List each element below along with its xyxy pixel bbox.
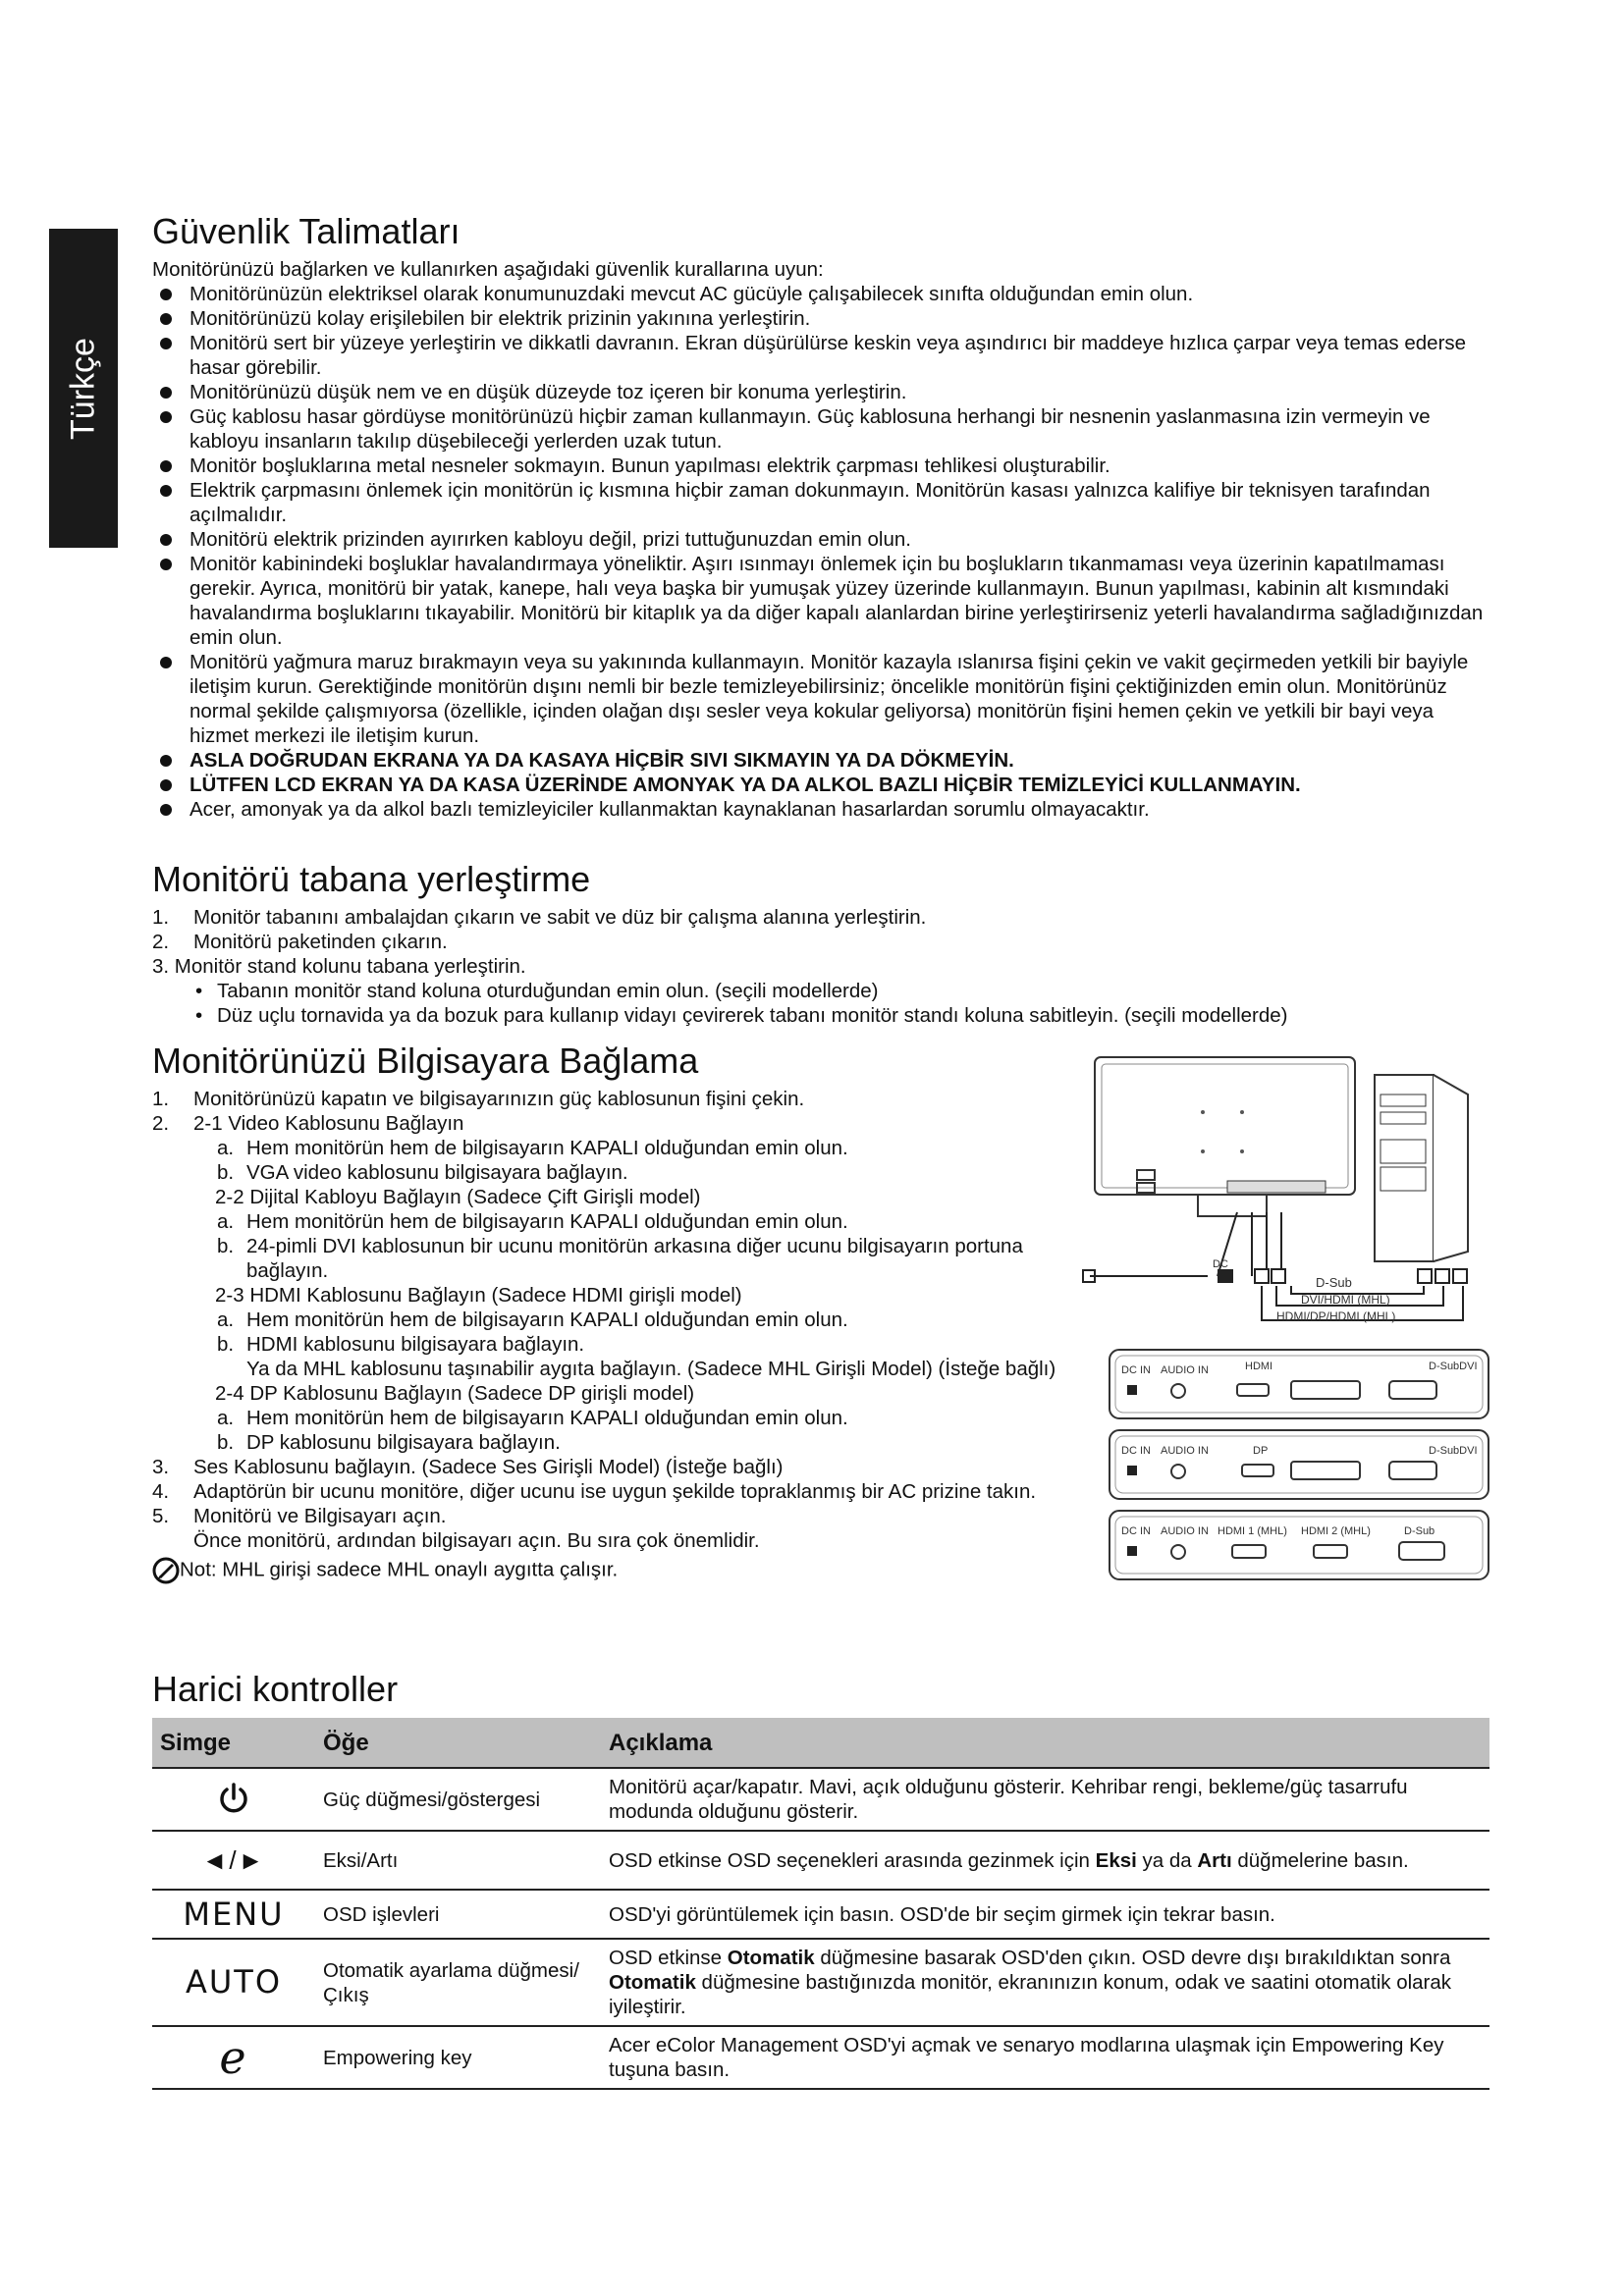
panel1-dsubdvi: D-SubDVI <box>1429 1361 1478 1372</box>
safety-item: Monitörünüzün elektriksel olarak konumunuzdaki mevcut AC gücüyle çalışabilecek sınıfta olduğundan emin olun. <box>152 282 1488 306</box>
power-icon <box>152 1768 315 1831</box>
pc-tower-illustration <box>1375 1075 1468 1261</box>
panel2-dsubdvi: D-SubDVI <box>1429 1445 1478 1457</box>
port-panel-dp <box>1110 1430 1489 1499</box>
table-header-row <box>152 1718 1489 1768</box>
connect-step-2-4a: Hem monitörün hem de bilgisayarın KAPALI olduğundan emin olun. <box>246 1407 848 1430</box>
desc-empowering: Acer eColor Management OSD'yi açmak ve senaryo modlarına ulaşmak için Empowering Key tuşuna basın. <box>601 2026 1489 2089</box>
panel3-hdmi1: HDMI 1 (MHL) <box>1218 1525 1287 1537</box>
panel2-audio: AUDIO IN <box>1161 1445 1209 1457</box>
language-side-tab <box>49 229 118 548</box>
safety-item: Monitör boşluklarına metal nesneler sokmayın. Bunun yapılması elektrik çarpması tehlikesi oluşturabilir. <box>152 454 1488 478</box>
diagram-dsub-label: D-Sub <box>1316 1275 1352 1290</box>
item-menu: OSD işlevleri <box>315 1890 601 1939</box>
panel1-dcin: DC IN <box>1121 1364 1151 1376</box>
connect-note-text: Not: MHL girişi sadece MHL onaylı aygıtta çalışır. <box>180 1558 619 1581</box>
connect-step-2-3c: Ya da MHL kablosunu taşınabilir aygıta bağlayın. (Sadece MHL Girişli Model) (İsteğe bağlı) <box>246 1358 1056 1381</box>
controls-title: Harici kontroller <box>152 1669 399 1709</box>
connect-step-5b: Önce monitörü, ardından bilgisayarı açın. Bu sıra çok önemlidir. <box>193 1529 760 1553</box>
connect-step-2-2: 2-2 Dijital Kabloyu Bağlayın (Sadece Çift Girişli model) <box>215 1186 701 1209</box>
minus-plus-icon: ◄/► <box>152 1831 315 1890</box>
base-sub-1: • Tabanın monitör stand koluna oturduğundan emin olun. (seçili modellerde) <box>152 979 1488 1003</box>
item-power: Güç düğmesi/göstergesi <box>315 1768 601 1831</box>
diagram-dc-label: DC <box>1213 1258 1228 1270</box>
desc-auto: OSD etkinse Otomatik düğmesine basarak OSD'den çıkın. OSD devre dışı bırakıldıktan sonra Otomatik düğmesine bastığınızda monitör, ekranınızın konum, odak ve saatini otomatik olarak iyileştirir. <box>601 1939 1489 2026</box>
table-row <box>152 2026 1489 2089</box>
safety-item: Monitör kabinindeki boşluklar havalandırmaya yöneliktir. Aşırı ısınmayı önlemek için bu boşlukların tıkanmaması veya üzerinin kapatılmaması gerekir. Ayrıca, monitörü bir yatak, kanepe, halı veya başka bir yumuşak yüzey üzerinde kullanmayın. Bunun yapılması, kabinin alt kısmındaki havalandırma boşluklarını tıkayabilir. Monitörü bir kitaplık ya da diğer kapalı alanlardan birine yerleştirirseniz yeterli havalandırma sağladığınızdan emin olun. <box>152 552 1488 650</box>
connect-title: Monitörünüzü Bilgisayara Bağlama <box>152 1041 699 1081</box>
panel2-dp: DP <box>1253 1445 1269 1457</box>
monitor-back-illustration <box>1095 1057 1355 1216</box>
connect-step-2-1a: Hem monitörün hem de bilgisayarın KAPALI olduğundan emin olun. <box>246 1137 848 1160</box>
header-description: Açıklama <box>601 1718 1489 1768</box>
connect-step-3: Ses Kablosunu bağlayın. (Sadece Ses Girişli Model) (İsteğe bağlı) <box>193 1456 784 1479</box>
connect-step-2-4: 2-4 DP Kablosunu Bağlayın (Sadece DP girişli model) <box>215 1382 695 1406</box>
port-panel-hdmi <box>1110 1350 1489 1418</box>
connect-note <box>152 1557 1065 1584</box>
connect-section: Monitörünüzü Bilgisayara Bağlama 1. Monitörünüzü kapatın ve bilgisayarınızın güç kablosunun fişini çekin. 2. 2-1 Video Kablosunu Bağlayın a. Hem monitörün hem de bilgisayarın KAPALI olduğundan emin olun. b. VGA video kablosunu bilgisayara bağlayın. 2-2 Dijital Kabloyu Bağlayın (Sadece Çift Girişli model) a. Hem monitörün hem de bilgisayarın KAPALI olduğundan emin olun. b. 24-pimli DVI kablosunun bir ucunu monitörün arkasına diğer ucunu bilgisayarın portuna bağlayın. 2-3 HDMI Kablosunu Bağlayın (Sadece HDMI girişli model) a. Hem monitörün hem de bilgisayarın KAPALI olduğundan emin olun. b. HDMI kablosunu bilgisayara bağlayın. Ya da MHL kablosunu taşınabilir aygıta bağlayın. (Sadece MHL Girişli Model) (İsteğe bağlı) 2-4 DP Kablosunu Bağlayın (Sadece DP girişli model) a. Hem monitörün hem de bilgisayarın KAPALI olduğundan emin olun. b. DP kablosunu bilgisayara bağlayın. 3. Ses Kablosunu bağlayın. (Sadece Ses Girişli Model) (İsteğe bağlı) 4. Adaptörün bir ucunu monitöre, diğer ucunu ise uygun şekilde topraklanmış bir AC prizine takın. 5. Monitörü ve Bilgisayarı açın. Önce monitörü, ardından bilgisayarı açın. Bu sıra çok önemlidir. Not: MHL girişi sadece MHL onaylı aygıtta çalışır. <box>152 1041 1065 1584</box>
safety-item: Monitörünüzü kolay erişilebilen bir elektrik prizinin yakınına yerleştirin. <box>152 306 1488 331</box>
connect-step-2-4b: DP kablosunu bilgisayara bağlayın. <box>246 1431 561 1455</box>
base-step-3: 3. Monitör stand kolunu tabana yerleştirin. <box>152 955 526 979</box>
panel3-dcin: DC IN <box>1121 1525 1151 1537</box>
auto-icon: AUTO <box>152 1939 315 2026</box>
connect-step-2-1: 2-1 Video Kablosunu Bağlayın <box>193 1112 464 1136</box>
table-row <box>152 1890 1489 1939</box>
language-label: Türkçe <box>64 337 102 440</box>
controls-section <box>152 1669 1488 1715</box>
safety-item: Monitörü yağmura maruz bırakmayın veya su yakınında kullanmayın. Monitör kazayla ıslanırsa fişini çekin ve vakit geçirmeden yetkili bir bayiyle iletişim kurun. Gerektiğinde monitörün dışını nemli bir bezle temizleyebilirsiniz; öncelikle monitörün fişini çektiğinizden emin olun. Monitörünüz normal şekilde çalışmıyorsa (özellikle, içinden olağan dışı sesler veya kokular geliyorsa) monitörün fişini hemen çekin ve yetkili bir bayi veya hizmet merkezi ile iletişim kurun. <box>152 650 1488 748</box>
panel3-audio: AUDIO IN <box>1161 1525 1209 1537</box>
empowering-e-icon: e <box>152 2026 315 2089</box>
connect-step-2-1b: VGA video kablosunu bilgisayara bağlayın. <box>246 1161 628 1185</box>
port-panel-hdmi-mhl <box>1110 1511 1489 1579</box>
connect-step-2-2b: 24-pimli DVI kablosunun bir ucunu monitörün arkasına diğer ucunu bilgisayarın portuna bağlayın. <box>246 1235 1023 1283</box>
connect-step-5: Monitörü ve Bilgisayarı açın. <box>193 1505 447 1528</box>
controls-table <box>152 1718 1489 2090</box>
connect-step-4: Adaptörün bir ucunu monitöre, diğer ucunu ise uygun şekilde topraklanmış bir AC prizine takın. <box>193 1480 1037 1504</box>
connect-step-2-3b: HDMI kablosunu bilgisayara bağlayın. <box>246 1333 585 1357</box>
item-empowering: Empowering key <box>315 2026 601 2089</box>
panel1-hdmi: HDMI <box>1245 1361 1273 1372</box>
base-sub-2: • Düz uçlu tornavida ya da bozuk para kullanıp vidayı çevirerek tabanı monitör standı koluna sabitleyin. (seçili modellerde) <box>152 1003 1488 1028</box>
table-row <box>152 1939 1489 2026</box>
safety-warning: LÜTFEN LCD EKRAN YA DA KASA ÜZERİNDE AMONYAK YA DA ALKOL BAZLI HİÇBİR TEMİZLEYİCİ KULLANMAYIN. <box>152 773 1488 797</box>
connect-step-2-3: 2-3 HDMI Kablosunu Bağlayın (Sadece HDMI girişli model) <box>215 1284 742 1308</box>
panel2-dcin: DC IN <box>1121 1445 1151 1457</box>
safety-list <box>152 282 1488 822</box>
safety-item: Monitörünüzü düşük nem ve en düşük düzeyde toz içeren bir konuma yerleştirin. <box>152 380 1488 404</box>
safety-intro: Monitörünüzü bağlarken ve kullanırken aşağıdaki güvenlik kurallarına uyun: <box>152 258 824 282</box>
safety-warning: ASLA DOĞRUDAN EKRANA YA DA KASAYA HİÇBİR SIVI SIKMAYIN YA DA DÖKMEYİN. <box>152 748 1488 773</box>
connection-diagrams <box>1080 1055 1492 1585</box>
monitor-pc-diagram <box>1080 1055 1492 1585</box>
base-step-2: Monitörü paketinden çıkarın. <box>193 931 448 954</box>
safety-section <box>152 211 1488 822</box>
panel3-dsub: D-Sub <box>1404 1525 1435 1537</box>
desc-menu: OSD'yi görüntülemek için basın. OSD'de bir seçim girmek için tekrar basın. <box>601 1890 1489 1939</box>
desc-minus-plus: OSD etkinse OSD seçenekleri arasında gezinmek için Eksi ya da Artı düğmelerine basın. <box>601 1831 1489 1890</box>
base-title: Monitörü tabana yerleştirme <box>152 859 591 899</box>
base-section: Monitörü tabana yerleştirme 1. Monitör tabanını ambalajdan çıkarın ve sabit ve düz bir çalışma alanına yerleştirin. 2. Monitörü paketinden çıkarın. 3. Monitör stand kolunu tabana yerleştirin. • Tabanın monitör stand koluna oturduğundan emin olun. (seçili modellerde) • Düz uçlu tornavida ya da bozuk para kullanıp vidayı çevirerek tabanı monitör standı koluna sabitleyin. (seçili modellerde) <box>152 859 1488 1028</box>
header-symbol: Simge <box>152 1718 315 1768</box>
table-row <box>152 1768 1489 1831</box>
safety-item: Acer, amonyak ya da alkol bazlı temizleyiciler kullanmaktan kaynaklanan hasarlardan sorumlu olmayacaktır. <box>152 797 1488 822</box>
safety-item: Monitörü sert bir yüzeye yerleştirin ve dikkatli davranın. Ekran düşürülürse keskin veya aşındırıcı bir maddeye hızlıca çarpar veya temas ederse hasar görebilir. <box>152 331 1488 380</box>
panel1-audio: AUDIO IN <box>1161 1364 1209 1376</box>
connect-step-2-2a: Hem monitörün hem de bilgisayarın KAPALI olduğundan emin olun. <box>246 1210 848 1234</box>
safety-item: Güç kablosu hasar gördüyse monitörünüzü hiçbir zaman kullanmayın. Güç kablosuna herhangi bir nesnenin yaslanmasına izin vermeyin ve kabloyu insanların takılıp düşebileceği yerlerden uzak tutun. <box>152 404 1488 454</box>
item-minus-plus: Eksi/Artı <box>315 1831 601 1890</box>
safety-item: Elektrik çarpmasını önlemek için monitörün iç kısmına hiçbir zaman dokunmayın. Monitörün kasası yalnızca kalifiye bir teknisyen tarafından açılmalıdır. <box>152 478 1488 527</box>
diagram-dvi-label: DVI/HDMI (MHL) <box>1301 1293 1390 1307</box>
base-step-1: Monitör tabanını ambalajdan çıkarın ve sabit ve düz bir çalışma alanına yerleştirin. <box>193 906 927 930</box>
table-row <box>152 1831 1489 1890</box>
note-icon <box>152 1557 180 1584</box>
safety-title: Güvenlik Talimatları <box>152 211 460 251</box>
connect-step-1: Monitörünüzü kapatın ve bilgisayarınızın güç kablosunun fişini çekin. <box>193 1088 805 1111</box>
connect-step-2-3a: Hem monitörün hem de bilgisayarın KAPALI olduğundan emin olun. <box>246 1308 848 1332</box>
header-item: Öğe <box>315 1718 601 1768</box>
panel3-hdmi2: HDMI 2 (MHL) <box>1301 1525 1371 1537</box>
menu-icon: MENU <box>152 1890 315 1939</box>
item-auto: Otomatik ayarlama düğmesi/Çıkış <box>315 1939 601 2026</box>
diagram-hdmi-dp-label: HDMI/DP/HDMI (MHL) <box>1276 1309 1396 1323</box>
safety-item: Monitörü elektrik prizinden ayırırken kabloyu değil, prizi tuttuğunuzdan emin olun. <box>152 527 1488 552</box>
desc-power: Monitörü açar/kapatır. Mavi, açık olduğunu gösterir. Kehribar rengi, bekleme/güç tasarrufu modunda olduğunu gösterir. <box>601 1768 1489 1831</box>
